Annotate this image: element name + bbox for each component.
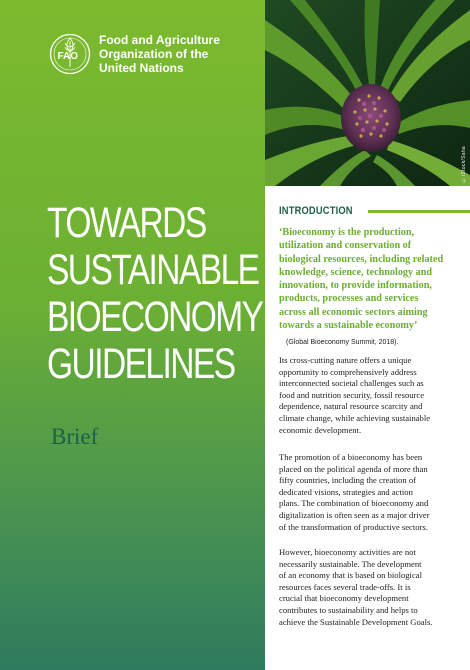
bioeconomy-definition-quote [279, 226, 451, 332]
heading-rule [368, 210, 470, 213]
fao-logo [49, 33, 220, 75]
quote-line: products, processes and services [279, 293, 419, 305]
org-name-line-3: United Nations [99, 61, 184, 75]
paragraph-line: crucial that bioeconomy development [279, 593, 409, 604]
paragraph-line: of the transformation of productive sectors. [279, 521, 428, 532]
quote-line: utilization and conservation of [279, 240, 412, 252]
org-name-line-1: Food and Agriculture [99, 33, 220, 47]
title-line-4: GUIDELINES [47, 340, 235, 388]
title-line-2: SUSTAINABLE [47, 246, 259, 294]
quote-line: across all economic sectors aiming [279, 306, 428, 318]
organization-name [99, 33, 220, 75]
paragraph-line: placed on the political agenda of more than [279, 463, 428, 474]
introduction-heading [279, 205, 470, 217]
photo-credit: ©iStock/Saha [461, 145, 467, 182]
paragraph-line: digitalization is often seen as a major driver [279, 509, 430, 520]
pineapple-photo [265, 0, 470, 186]
introduction-label: INTRODUCTION [279, 205, 353, 217]
paragraph-line: dependence, natural resource scarcity and [279, 401, 423, 412]
paragraph-line: The promotion of a bioeconomy has been [279, 452, 423, 462]
paragraph-line: achieve the Sustainable Development Goals. [279, 616, 433, 627]
paragraph-line: However, bioeconomy activities are not [279, 547, 416, 557]
paragraph-line: economic development. [279, 424, 362, 435]
paragraph-line: fifty countries, including the creation of [279, 475, 416, 486]
paragraph-3 [279, 547, 459, 628]
paragraph-line: plans. The combination of bioeconomy and [279, 498, 429, 509]
paragraph-line: Its cross-cutting nature offers a unique [279, 355, 412, 365]
document-subtitle: Brief [51, 424, 99, 449]
paragraph-2 [279, 452, 459, 533]
quote-line: innovation, to provide information, [279, 280, 432, 292]
paragraph-line: contributes to sustainability and helps to [279, 604, 418, 615]
quote-line: towards a sustainable economy’ [279, 320, 418, 332]
paragraph-line: opportunity to comprehensively address [279, 366, 417, 377]
paragraph-line: necessarily sustainable. The development [279, 558, 422, 569]
quote-line: knowledge, science, technology and [279, 266, 433, 278]
quote-line: biological resources, including related [279, 253, 444, 265]
fao-emblem-icon [49, 33, 91, 75]
quote-citation: (Global Bioeconomy Summit, 2018). [286, 339, 399, 346]
paragraph-line: dedicated visions, strategies and action [279, 486, 413, 497]
paragraph-line: food and nutrition security, fossil resource [279, 389, 425, 400]
paragraph-1 [279, 355, 459, 436]
title-line-3: BIOECONOMY [47, 293, 263, 341]
paragraph-line: interconnected societal challenges such as [279, 378, 424, 389]
title-line-1: TOWARDS [47, 199, 206, 247]
emblem-letter-f: FAO [57, 51, 79, 62]
paragraph-line: climate change, while achieving sustainable [279, 412, 431, 423]
document-title [47, 199, 263, 388]
org-name-line-2: Organization of the [99, 47, 209, 61]
paragraph-line: of an economy that is based on biological [279, 570, 422, 581]
paragraph-line: resources faces several trade-offs. It is [279, 581, 411, 592]
quote-line: ‘Bioeconomy is the production, [279, 227, 415, 238]
pineapple-image [265, 0, 470, 186]
